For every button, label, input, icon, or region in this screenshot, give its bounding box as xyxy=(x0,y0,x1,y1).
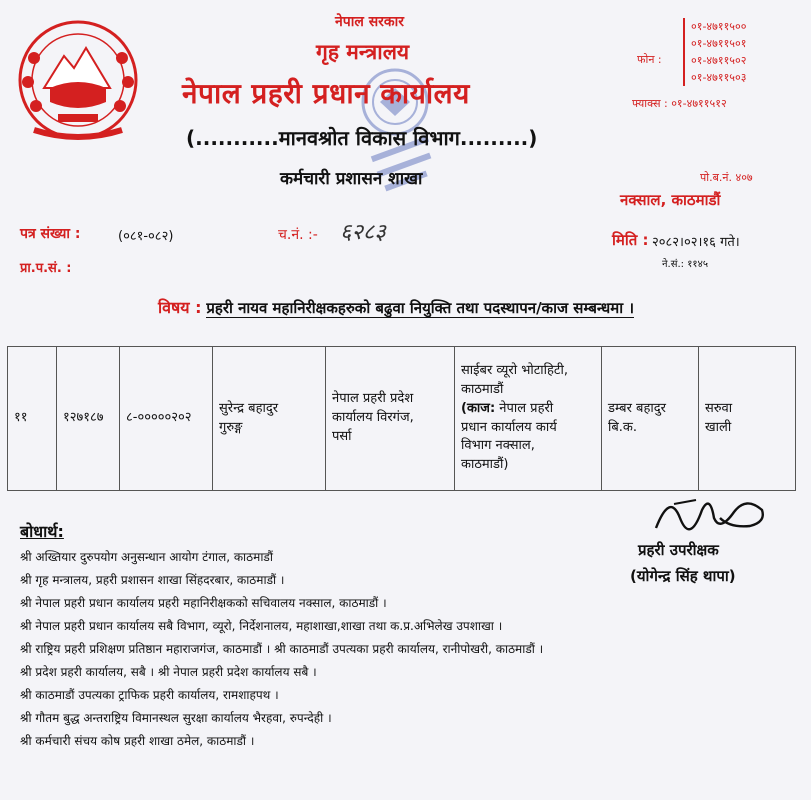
list-item: श्री गौतम बुद्ध अन्तराष्ट्रिय विमानस्थल सुरक्षा कार्यालय भैरहवा, रुपन्देही । xyxy=(20,711,332,725)
list-item: श्री अख्तियार दुरुपयोग अनुसन्धान आयोग टंगाल, काठमाडौं xyxy=(20,550,273,564)
from-office-cell xyxy=(326,347,455,491)
to-line: नेपाल प्रहरी xyxy=(495,400,554,416)
cc-list xyxy=(20,546,543,753)
subject-text: प्रहरी नायव महानिरीक्षकहरुको बढुवा नियुक्ति तथा पदस्थापन/काज सम्बन्धमा । xyxy=(206,299,635,317)
list-item: श्री नेपाल प्रहरी प्रधान कार्यालय सबै विभाग, व्यूरो, निर्देशनालय, महाशाखा,शाखा तथा क.प्र.अभिलेख उपशाखा । xyxy=(20,619,503,633)
handwritten-signature xyxy=(650,488,770,538)
letter-date: २०८२।०२।१६ गते। xyxy=(652,235,740,250)
to-line: काठमाडौं) xyxy=(461,457,509,473)
nepal-sambat-date: ने.सं.: ११४५ xyxy=(662,259,709,270)
phone-number: ०१-४७११५०२ xyxy=(691,54,747,67)
name-cell xyxy=(213,347,326,491)
remark-line: खाली xyxy=(705,419,732,435)
table-row xyxy=(8,347,796,491)
from-line: कार्यालय विरगंज, xyxy=(332,410,414,426)
name-line: सुरेन्द्र बहादुर xyxy=(219,400,279,416)
from-line: नेपाल प्रहरी प्रदेश xyxy=(332,391,414,407)
replaced-line: बि.क. xyxy=(608,419,638,435)
office-address: नक्साल, काठमाडौं xyxy=(620,191,721,209)
date-label: मिति : xyxy=(612,231,649,249)
signatory-name: (योगेन्द्र सिंह थापा) xyxy=(630,567,736,585)
ref-label: पत्र संख्या : xyxy=(20,226,81,242)
phone-number: ०१-४७११५०१ xyxy=(691,37,747,50)
list-item: श्री प्रदेश प्रहरी कार्यालय, सबै । श्री नेपाल प्रहरी प्रदेश कार्यालय सबै । xyxy=(20,665,317,679)
fax-number: फ्याक्स : ०१-४७११५१२ xyxy=(632,97,727,110)
kaaj-label: (काज: xyxy=(461,400,496,416)
phone-number: ०१-४७११५०३ xyxy=(691,71,747,84)
nepal-emblem-logo xyxy=(14,18,142,148)
list-item: श्री नेपाल प्रहरी प्रधान कार्यालय प्रहरी महानिरीक्षकको सचिवालय नक्साल, काठमाडौं । xyxy=(20,596,387,610)
office-title: नेपाल प्रहरी प्रधान कार्यालय xyxy=(182,77,470,110)
list-item: श्री काठमाडौं उपत्यका ट्राफिक प्रहरी कार्यालय, रामशाहपथ । xyxy=(20,688,279,702)
police-id-cell: १२७१८७ xyxy=(57,347,120,491)
to-office-cell xyxy=(455,347,602,491)
cc-title: बोधार्थ: xyxy=(20,522,64,541)
replaced-officer-cell xyxy=(602,347,699,491)
serial-number-cell: ११ xyxy=(8,347,57,491)
department-title: (...........मानवश्रोत विकास विभाग.........) xyxy=(186,126,538,150)
ref-value: (०८१-०८२) xyxy=(118,229,174,244)
remark-line: सरुवा xyxy=(705,400,733,416)
to-line: काठमाडौं xyxy=(461,381,504,397)
name-line: गुरुङ्ग xyxy=(219,419,243,435)
to-line: विभाग नक्साल, xyxy=(461,438,535,454)
ministry-title: गृह मन्त्रालय xyxy=(316,40,410,64)
list-item: श्री राष्ट्रिय प्रहरी प्रशिक्षण प्रतिष्ठान महाराजगंज, काठमाडौं । श्री काठमाडौं उपत्यका प्रहरी कार्यालय, रानीपोखरी, काठमाडौं । xyxy=(20,642,544,656)
to-line: साईबर व्यूरो भोटाहिटी, xyxy=(461,362,568,378)
list-item: श्री कर्मचारी संचय कोष प्रहरी शाखा ठमेल, काठमाडौं । xyxy=(20,734,255,748)
subject-line xyxy=(158,296,634,318)
code-cell: ८-०००००२०२ xyxy=(120,347,213,491)
dispatch-label: च.नं. :- xyxy=(278,227,318,243)
dispatch-number: ६२८३ xyxy=(340,220,386,245)
prps-label: प्रा.प.सं. : xyxy=(20,261,72,276)
branch-title: कर्मचारी प्रशासन शाखा xyxy=(280,169,423,189)
list-item: श्री गृह मन्त्रालय, प्रहरी प्रशासन शाखा सिंहदरबार, काठमाडौं । xyxy=(20,573,285,587)
to-line: प्रधान कार्यालय कार्य xyxy=(461,419,557,435)
phone-number: ०१-४७११५०० xyxy=(691,20,747,33)
transfer-table xyxy=(7,346,796,491)
po-box: पो.ब.नं. ४०७ xyxy=(700,171,753,184)
signatory-title: प्रहरी उपरीक्षक xyxy=(638,541,719,559)
phone-list xyxy=(683,18,805,86)
replaced-line: डम्बर बहादुर xyxy=(608,400,666,416)
government-title: नेपाल सरकार xyxy=(335,14,405,30)
from-line: पर्सा xyxy=(332,428,352,444)
subject-label: विषय : xyxy=(158,298,202,317)
remark-cell xyxy=(699,347,796,491)
phone-label: फोन : xyxy=(637,53,662,66)
